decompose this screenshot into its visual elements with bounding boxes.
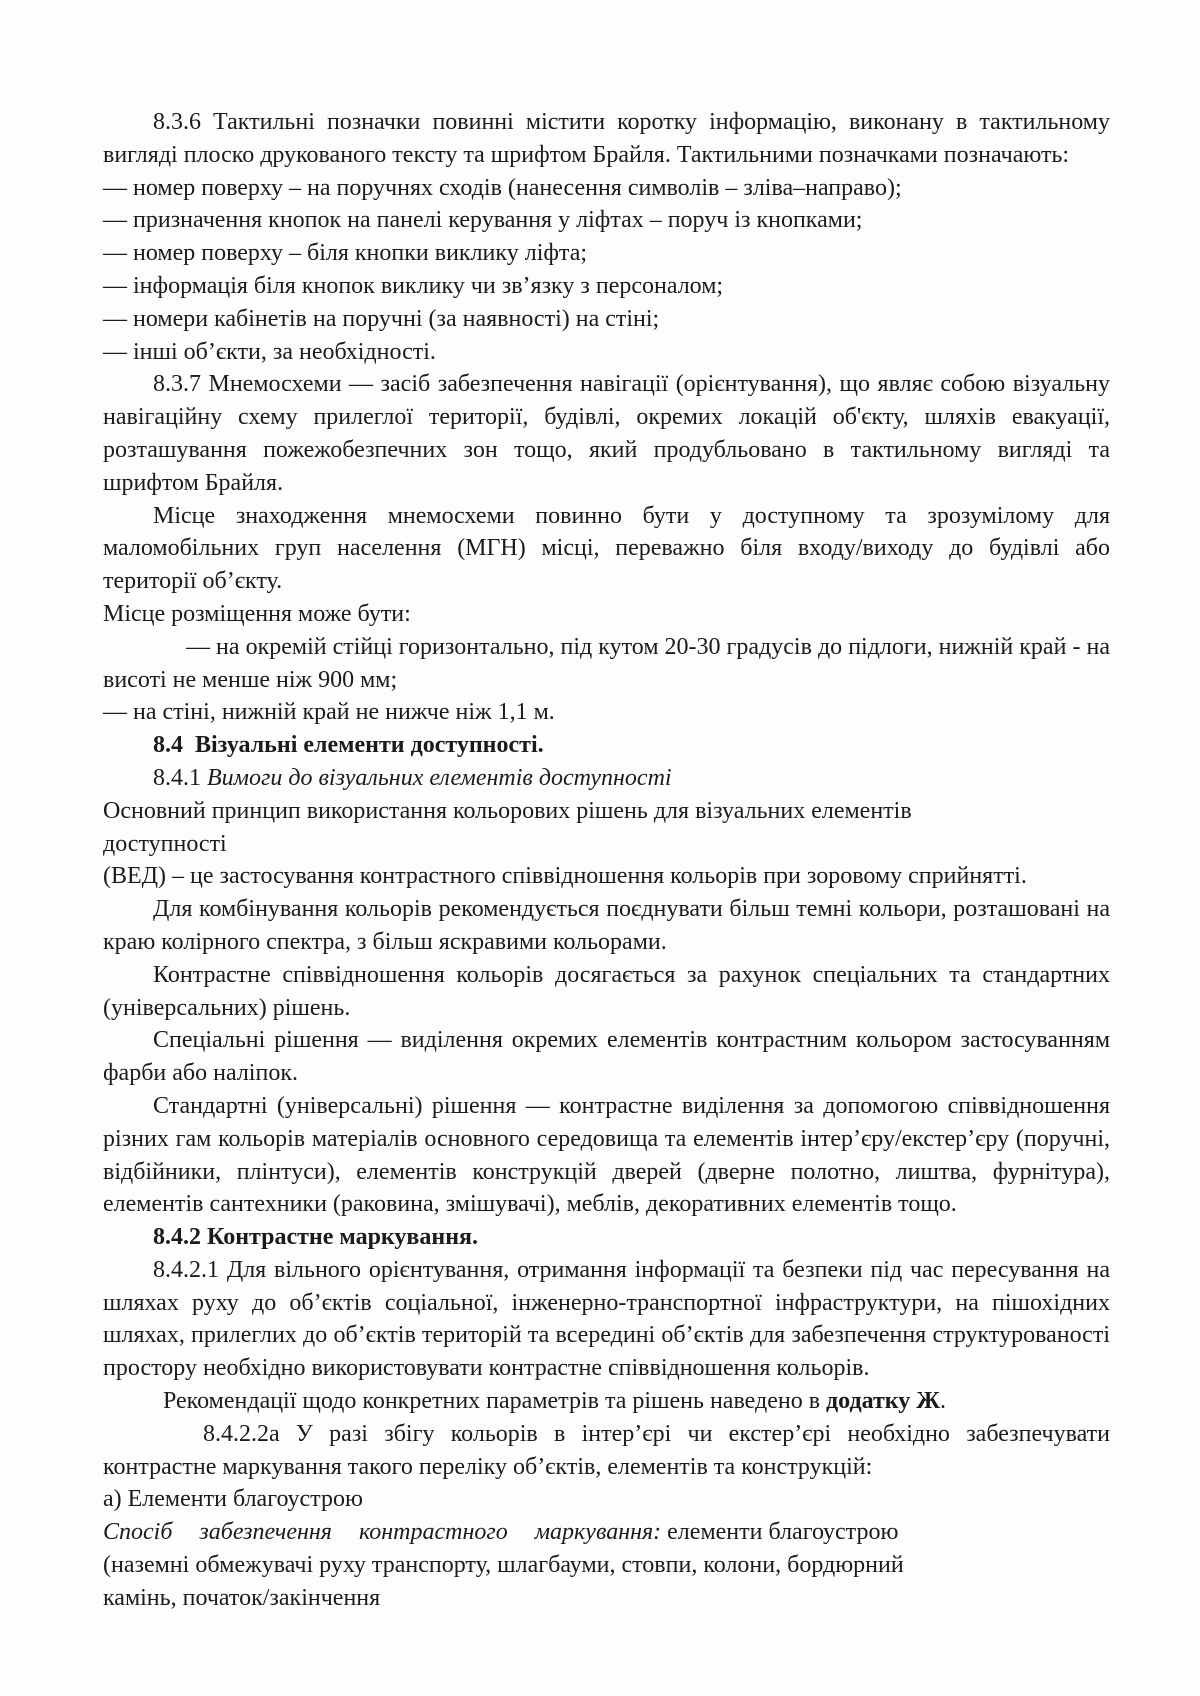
- list-item-tactile-1: — номер поверху – на поручнях сходів (нанесення символів – зліва–направо);: [103, 174, 902, 201]
- paragraph-ved: (ВЕД) – це застосування контрастного співвідношення кольорів при зоровому сприйнятті.: [103, 863, 1027, 890]
- method-value: елементи благоустрою: [661, 1519, 899, 1546]
- paragraph-8-3-6: 8.3.6 Тактильні позначки повинні містити коротку інформацію, виконану в тактильному вигляді плоско друкованого тексту та шрифтом Брайля. Тактильними позначками позначають:: [103, 109, 1110, 168]
- list-item-placement-2: — на стіні, нижній край не нижче ніж 1,1 м.: [103, 699, 555, 726]
- method-label-italic: Спосіб забезпечення контрастного маркування:: [103, 1519, 662, 1546]
- list-item-placement-1: — на окремій стійці горизонтально, під кутом 20-30 градусів до підлоги, нижній край - на висоті не менше ніж 900 мм;: [103, 633, 1110, 693]
- paragraph-method-line-2: (наземні обмежувачі руху транспорту, шлагбауми, стовпи, колони, бордюрний: [103, 1552, 904, 1579]
- paragraph-8-4-2-2a: 8.4.2.2а У разі збігу кольорів в інтер’єрі чи екстер’єрі необхідно забезпечувати контрастне маркування такого переліку об’єктів, елементів та конструкцій:: [103, 1420, 1110, 1480]
- appendix-zh-reference: додатку Ж: [826, 1388, 941, 1415]
- paragraph-8-4-2-1: 8.4.2.1 Для вільного орієнтування, отримання інформації та безпеки під час пересування на шляхах руху до об’єктів соціальної, інженерно-транспортної інфраструктури, на пішохідних шляхах, прилеглих до об’єктів територій та всередині об’єктів для забезпечення структурованості простору необхідно використовувати контрастне співвідношення кольорів.: [103, 1256, 1110, 1382]
- paragraph-contrast-ratio: Контрастне співвідношення кольорів досягається за рахунок спеціальних та стандартних (універсальних) рішень.: [103, 961, 1110, 1021]
- paragraph-placement-intro: Місце розміщення може бути:: [103, 600, 411, 627]
- heading-8-4-1: [103, 762, 1110, 795]
- paragraph-standard-solutions: Стандартні (універсальні) рішення — контрастне виділення за допомогою співвідношення різних гам кольорів матеріалів основного середовища та елементів інтер’єру/екстер’єру (поручні, відбійники, плінтуси), елементів конструкцій дверей (дверне полотно, лиштва, фурнітура), елементів сантехники (раковина, змішувачі), меблів, декоративних елементів тощо.: [103, 1092, 1110, 1218]
- recommendations-text: Рекомендації щодо конкретних параметрів та рішень наведено в: [163, 1388, 827, 1415]
- list-item-tactile-4: — інформація біля кнопок виклику чи зв’язку з персоналом;: [103, 272, 724, 299]
- paragraph-principle-line-2: доступності: [103, 830, 227, 857]
- list-item-tactile-6: — інші об’єкти, за необхідності.: [103, 338, 436, 365]
- heading-8-4-1-title: Вимоги до візуальних елементів доступності: [207, 764, 672, 791]
- paragraph-mnemoscheme-location: Місце знаходження мнемосхеми повинно бути у доступному та зрозумілому для маломобільних груп населення (МГН) місці, переважно біля входу/виходу до будівлі або території об’єкту.: [103, 502, 1110, 595]
- paragraph-color-combination: Для комбінування кольорів рекомендується поєднувати більш темні кольори, розташовані на краю колірного спектра, з більш яскравими кольорами.: [103, 896, 1110, 955]
- document-text-block: [103, 106, 1110, 1615]
- paragraph-method-line-3: камінь, початок/закінчення: [103, 1584, 381, 1611]
- paragraph-8-3-7: 8.3.7 Мнемосхеми — засіб забезпечення навігації (орієнтування), що являє собою візуальну навігаційну схему прилеглої території, будівлі, окремих локацій об'єкту, шляхів евакуації, розташування пожежобезпечних зон тощо, який продубльовано в тактильному вигляді та шрифтом Брайля.: [103, 371, 1110, 496]
- list-item-tactile-5: — номери кабінетів на поручні (за наявності) на стіні;: [103, 305, 660, 332]
- list-item-a-elements: а) Елементи благоустрою: [103, 1486, 363, 1513]
- heading-8-4-2: 8.4.2 Контрастне маркування.: [153, 1224, 479, 1251]
- paragraph-method-line-1: [103, 1516, 1110, 1549]
- list-item-tactile-2: — призначення кнопок на панелі керування у ліфтах – поруч із кнопками;: [103, 207, 863, 234]
- paragraph-special-solutions: Спеціальні рішення — виділення окремих елементів контрастним кольором застосуванням фарби або наліпок.: [103, 1027, 1110, 1087]
- list-item-tactile-3: — номер поверху – біля кнопки виклику ліфта;: [103, 240, 588, 267]
- recommendations-period: .: [940, 1388, 947, 1415]
- paragraph-principle-line-1: Основний принцип використання кольорових рішень для візуальних елементів: [103, 797, 912, 824]
- heading-8-4: 8.4 Візуальні елементи доступності.: [153, 732, 544, 759]
- heading-8-4-1-number: 8.4.1: [153, 764, 207, 791]
- paragraph-recommendations: [103, 1385, 1110, 1418]
